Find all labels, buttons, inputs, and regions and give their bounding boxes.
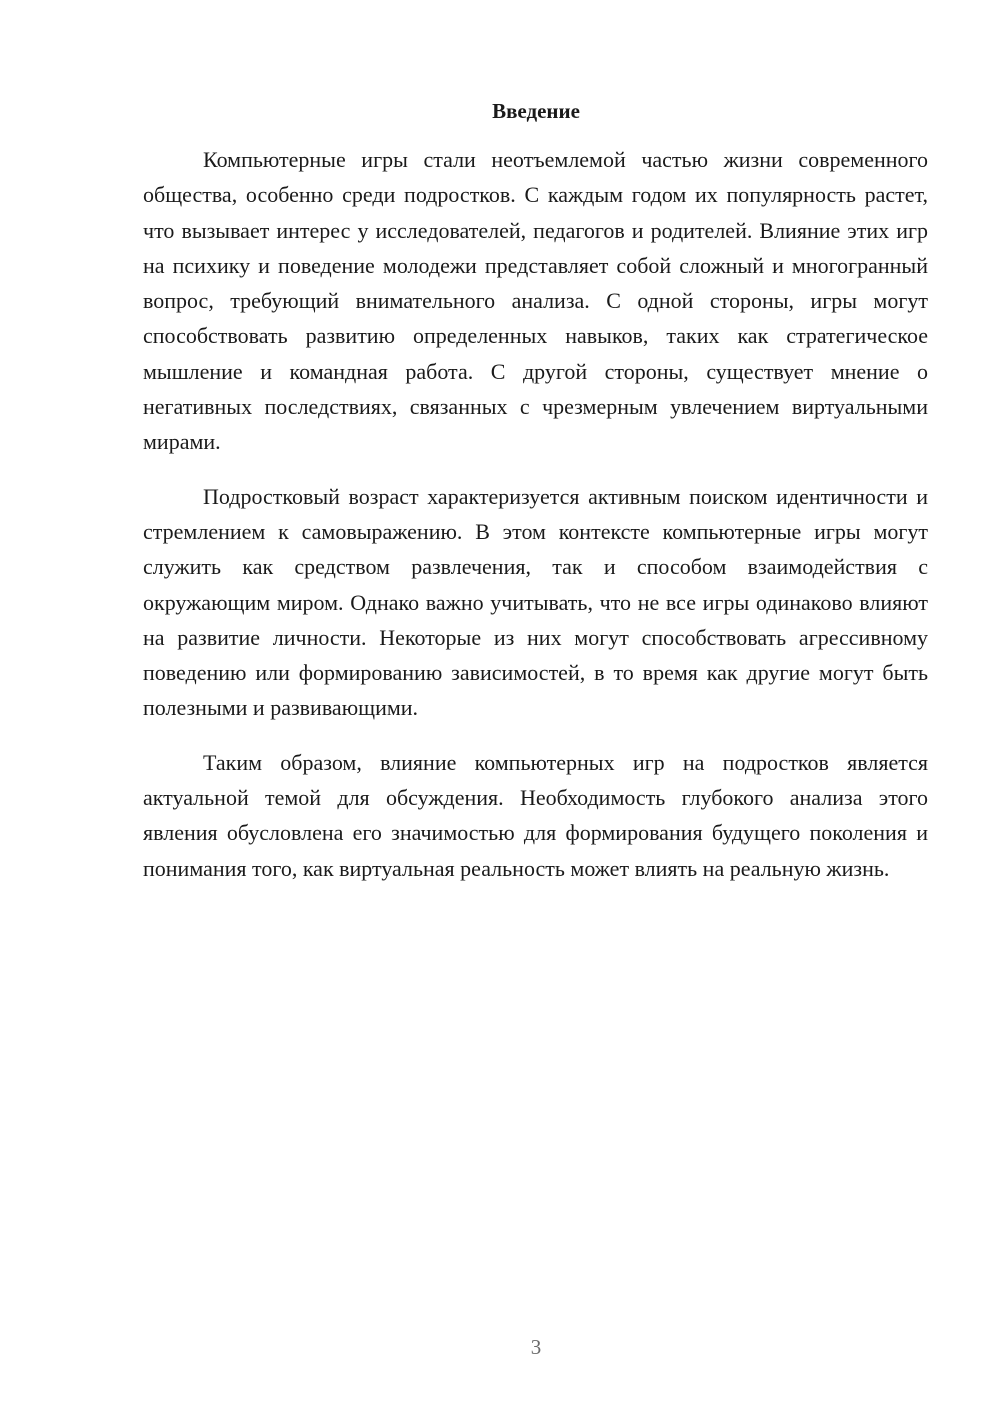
page-number: 3 <box>530 1335 542 1359</box>
paragraph-1: Компьютерные игры стали неотъемлемой частью жизни современного общества, особенно среди подростков. С каждым годом их популярность растет, что вызывает интерес у исследователей, педагогов и родителей. Влияние этих игр на психику и поведение молодежи представляет собой сложный и многогранный вопрос, требующий внимательного анализа. С одной стороны, игры могут способствовать развитию определенных навыков, таких как стратегическое мышление и командная работа. С другой стороны, существует мнение о негативных последствиях, связанных с чрезмерным увлечением виртуальными мирами. <box>143 147 928 455</box>
paragraph-3: Таким образом, влияние компьютерных игр на подростков является актуальной темой для обсуждения. Необходимость глубокого анализа этого явления обусловлена его значимостью для формирования будущего поколения и понимания того, как виртуальная реальность может влиять на реальную жизнь. <box>143 749 928 881</box>
section-title: Введение <box>492 99 580 123</box>
paragraph-2: Подростковый возраст характеризуется активным поиском идентичности и стремлением к самовыражению. В этом контексте компьютерные игры могут служить как средством развлечения, так и способом взаимодействия с окружающим миром. Однако важно учитывать, что не все игры одинаково влияют на развитие личности. Некоторые из них могут способствовать агрессивному поведению или формированию зависимостей, в то время как другие могут быть полезными и развивающими. <box>143 483 928 721</box>
body-text <box>143 142 928 886</box>
